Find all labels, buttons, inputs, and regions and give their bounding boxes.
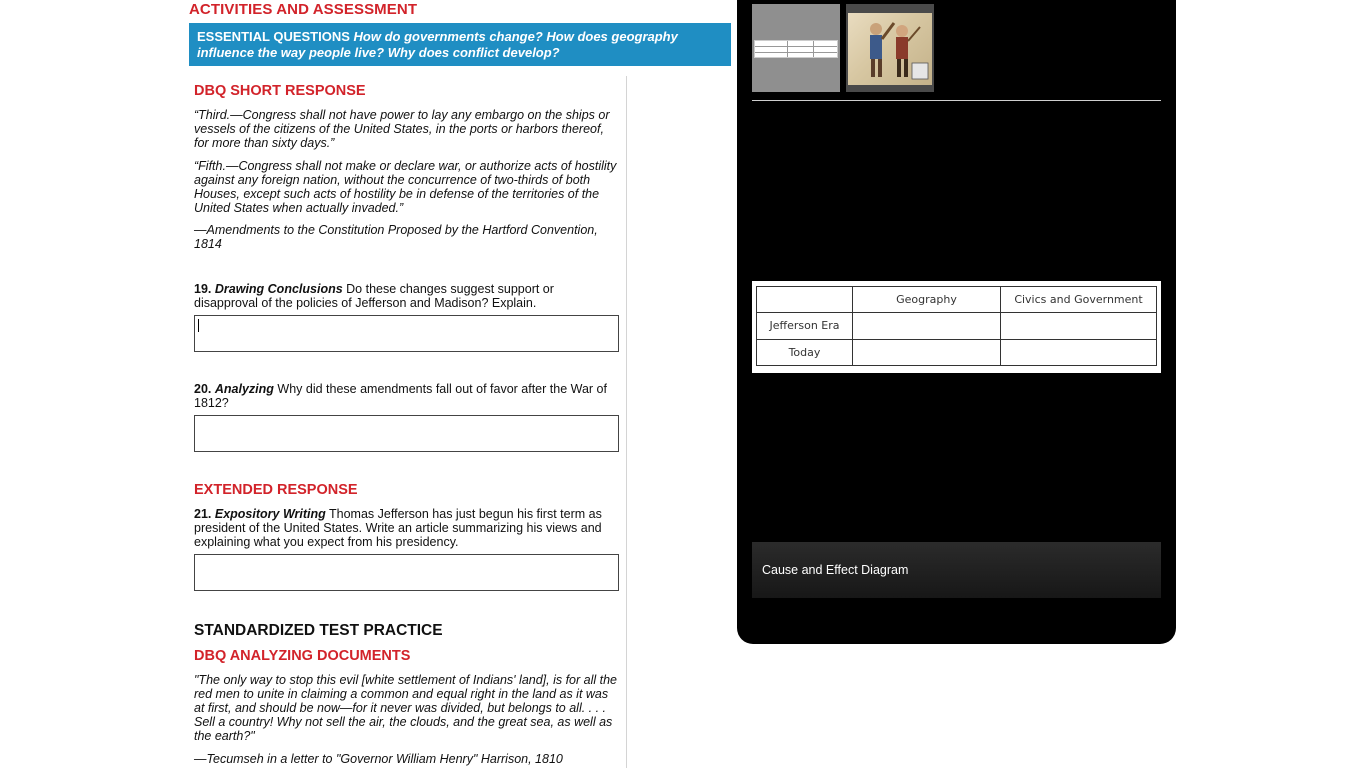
dbq-analyzing-documents-heading: DBQ ANALYZING DOCUMENTS — [194, 648, 411, 664]
table-header-cell: Civics and Government — [1001, 287, 1157, 313]
thumbnail-political-cartoon[interactable] — [846, 4, 934, 92]
amendment-quote-fifth: “Fifth.—Congress shall not make or declare war, or authorize acts of hostility against any foreign nation, without the concurrence of two-thirds of both Houses, except such acts of hostility be in defense of the territories of the United States when actually invaded.” — [194, 159, 617, 215]
image-caption: Cause and Effect Diagram — [752, 542, 1161, 598]
essential-questions-label: ESSENTIAL QUESTIONS — [197, 29, 350, 44]
tecumseh-quote: "The only way to stop this evil [white settlement of Indians' land], is for all the red men to unite in claiming a common and equal right in the land as it was at first, and should be now—for it never was divided, but belongs to all. . . . Sell a country! Why not sell the air, the clouds, and the great sea, as well as the earth?" — [194, 673, 618, 743]
question-number: 20. — [194, 382, 212, 396]
thumbnail-table-image — [754, 40, 838, 58]
page-title: ACTIVITIES AND ASSESSMENT — [189, 1, 418, 18]
question-text: Thomas Jefferson has just begun his first term as president of the United States. Write an article summarizing his views and explaining what you expect from his presidency. — [194, 507, 602, 549]
question-skill: Drawing Conclusions — [214, 282, 343, 296]
table-cell — [1001, 313, 1157, 339]
panel-divider — [752, 100, 1161, 101]
table-cell — [853, 313, 1001, 339]
cartoon-figures-icon — [848, 13, 932, 85]
text-cursor — [198, 319, 199, 332]
table-cell — [853, 339, 1001, 365]
tecumseh-source: —Tecumseh in a letter to "Governor William Henry" Harrison, 1810 — [194, 752, 563, 766]
essential-questions-text: How do governments change? How does geography influence the way people live? Why does conflict develop? — [197, 29, 678, 60]
cause-effect-table — [756, 286, 1157, 366]
question-text: Do these changes suggest support or disapproval of the policies of Jefferson and Madison? Explain. — [194, 282, 554, 310]
table-cell — [1001, 339, 1157, 365]
mini-col-line — [787, 41, 788, 57]
question-20 — [194, 382, 618, 410]
answer-field-19[interactable] — [194, 315, 619, 352]
extended-response-heading: EXTENDED RESPONSE — [194, 482, 358, 498]
table-header-cell: Geography — [853, 287, 1001, 313]
question-skill: Expository Writing — [214, 507, 326, 521]
answer-field-21[interactable] — [194, 554, 619, 591]
thumbnail-table-diagram[interactable] — [752, 4, 840, 92]
table-row — [757, 313, 1157, 339]
question-number: 21. — [194, 507, 212, 521]
dbq-short-response-heading: DBQ SHORT RESPONSE — [194, 83, 366, 99]
mini-col-line — [813, 41, 814, 57]
political-cartoon-image — [848, 13, 932, 85]
column-divider — [626, 76, 627, 768]
quote-source: —Amendments to the Constitution Proposed by the Hartford Convention, 1814 — [194, 223, 598, 251]
question-number: 19. — [194, 282, 212, 296]
table-header-cell — [757, 287, 853, 313]
question-19 — [194, 282, 618, 310]
essential-questions-banner — [189, 23, 731, 66]
answer-field-20[interactable] — [194, 415, 619, 452]
table-row-label: Jefferson Era — [757, 313, 853, 339]
mini-row-line — [755, 46, 837, 47]
table-header-row — [757, 287, 1157, 313]
mini-row-line — [755, 52, 837, 53]
question-skill: Analyzing — [214, 382, 274, 396]
question-21 — [194, 507, 618, 549]
question-text: Why did these amendments fall out of favor after the War of 1812? — [194, 382, 607, 410]
main-image-viewer — [752, 281, 1161, 373]
table-row-label: Today — [757, 339, 853, 365]
amendment-quote-third: “Third.—Congress shall not have power to lay any embargo on the ships or vessels of the citizens of the United States, in the ports or harbors thereof, for more than sixty days.” — [194, 108, 610, 150]
table-row — [757, 339, 1157, 365]
standardized-test-heading: STANDARDIZED TEST PRACTICE — [194, 622, 443, 639]
